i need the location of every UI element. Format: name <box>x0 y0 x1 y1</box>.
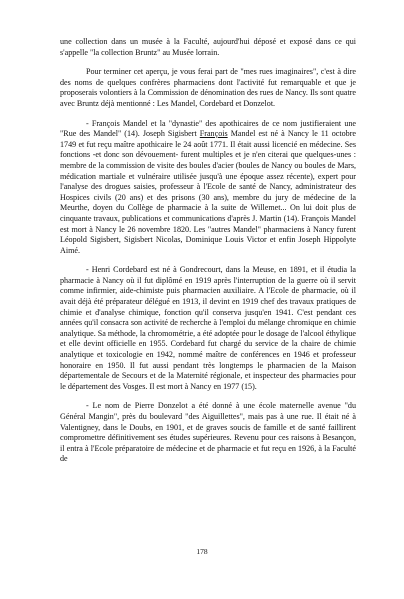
paragraph-francois-mandel <box>60 119 356 257</box>
paragraph-henri-cordebard: - Henri Cordebard est né à Gondrecourt, dans la Meuse, en 1891, et il étudia la pharmacie à Nancy où il fut diplômé en 1919 après l'interruption de la guerre où il servit comme infirmier, aide-chimiste puis pharmacien auxiliaire. A l'Ecole de pharmacie, où il avait déjà été préparateur délégué en 1913, il devint en 1919 chef des travaux pratiques de chimie et d'analyse chimique, fonction qu'il conserva jusqu'en 1941. C'est pendant ces années qu'il consacra son activité de recherche à l'emploi du mélange chromique en chimie analytique. Sa méthode, la chromométrie, a été adoptée pour le dosage de l'alcool éthylique et elle devint officielle en 1955. Cordebard fut chargé du service de la chaire de chimie analytique et toxicologie en 1942, nommé maître de conférences en 1946 et professeur honoraire en 1950. Il fut aussi pendant très longtemps le pharmacien de la Maison départementale de Secours et de la Maternité régionale, et inspecteur des pharmacies pour le département des Vosges. Il est mort à Nancy en 1977 (15). <box>60 265 356 391</box>
page-number: 178 <box>196 547 208 556</box>
mandel-text-end: Mandel est né à Nancy le 11 octobre 1749 et fut reçu maître apothicaire le 24 août 1771. Il était aussi licencié en médecine. Ses fonctions -et donc son dévouement- furent multiples et je n'en citerai que quelques-unes : membre de la commission de visite des boules d'acier (boules de Nancy ou boules de Mars, médication martiale et vulnéraire utilisée jusqu'à une époque assez récente), expert pour l'analyse des drogues saisies, professeur à l'Ecole de santé de Nancy, administrateur des Hospices civils (20 ans) et des prisons (30 ans), membre du jury de médecine de la Meurthe, doyen du Collège de pharmacie à la suite de Willemet... On lui doit plus de cinquante travaux, publications et communications d'après J. Martin (14). François Mandel est mort à Nancy le 26 novembre 1820. Les "autres Mandel" pharmaciens à Nancy furent Léopold Sigisbert, Sigisbert Nicolas, Dominique Louis Victor et enfin Joseph Hippolyte Aimé. <box>60 129 356 255</box>
underlined-name-francois: François <box>199 129 228 139</box>
mandel-text-start: - François Mandel et la "dynastie" des apothicaires de ce nom justifieraient une "Rue des Mandel" (14). Joseph Sigisbert <box>60 118 356 139</box>
paragraph-collection-bruntz: une collection dans un musée à la Faculté, aujourd'hui déposé et exposé dans ce qui s'appelle "la collection Bruntz" au Musée lorrain. <box>60 37 356 57</box>
paragraph-rues-imaginaires: Pour terminer cet aperçu, je vous ferai part de "mes rues imaginaires", c'est à dire des noms de quelques confrères pharmaciens dont l'activité fut remarquable et que je proposerais volontiers à la Commission de dénomination des rues de Nancy. Ils sont quatre avec Bruntz déjà mentionné : Les Mandel, Cordebard et Donzelot. <box>60 67 356 108</box>
paragraph-pierre-donzelot: - Le nom de Pierre Donzelot a été donné à une école maternelle avenue "du Général Mangin", près du boulevard "des Aiguillettes", mais pas à une rue. Il était né à Valentigney, dans le Doubs, en 1901, et de graves soucis de famille et de santé faillirent compromettre définitivement ses études supérieures. Revenu pour ces raisons à Besançon, il entra à l'Ecole préparatoire de médecine et de pharmacie et fut reçu en 1926, à la Faculté de <box>60 401 356 464</box>
body-text <box>60 37 356 465</box>
